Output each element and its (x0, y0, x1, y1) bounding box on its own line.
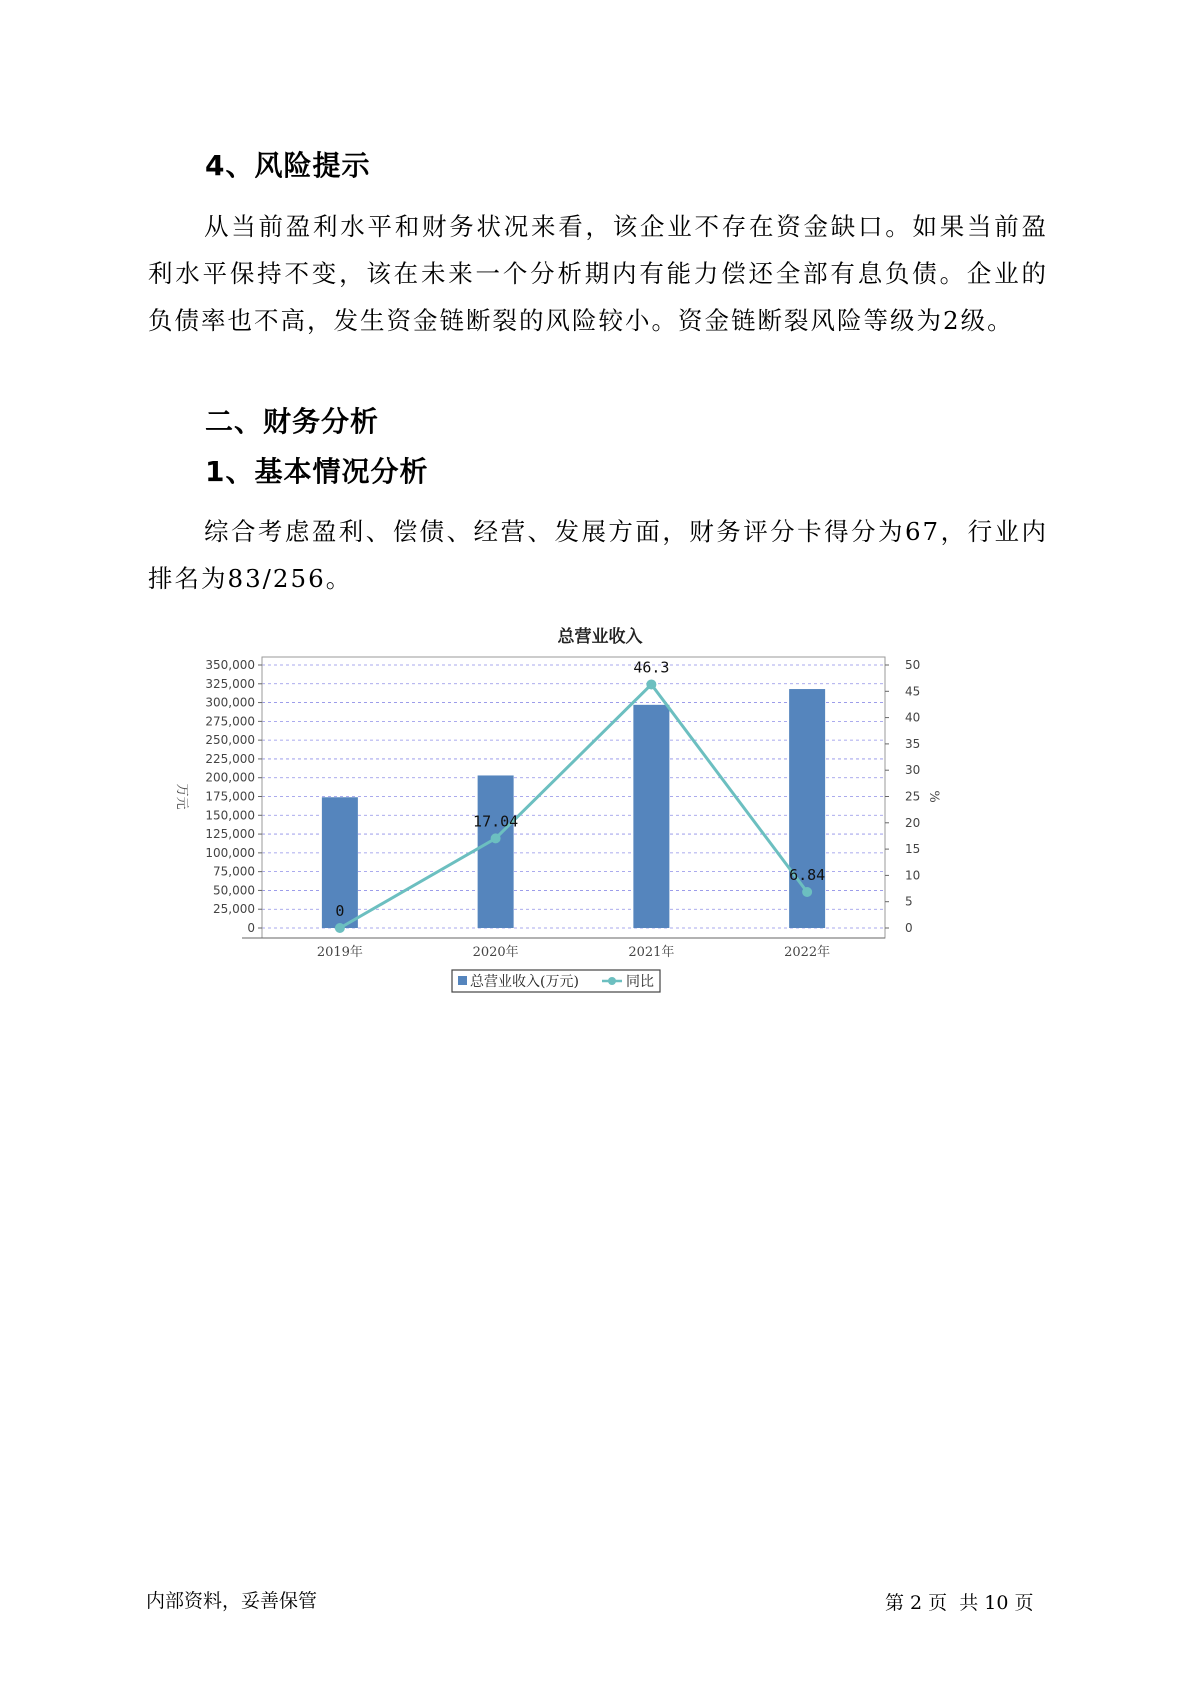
right-tick-label: 5 (905, 894, 913, 909)
legend-line-label: 同比 (626, 974, 654, 990)
right-tick-label: 30 (905, 763, 921, 778)
yoy-data-label: 0 (335, 902, 345, 920)
x-tick-label: 2021年 (628, 945, 675, 960)
left-tick-label: 50,000 (213, 883, 255, 898)
left-tick-label: 300,000 (205, 695, 255, 710)
revenue-chart (160, 615, 1060, 1075)
right-tick-label: 25 (905, 789, 921, 804)
yoy-point (491, 833, 501, 843)
revenue-bar (478, 775, 514, 928)
legend-line-marker (608, 977, 616, 985)
risk-paragraph: 从当前盈利水平和财务状况来看，该企业不存在资金缺口。如果当前盈利水平保持不变，该在未来一个分析期内有能力偿还全部有息负债。企业的负债率也不高，发生资金链断裂的风险较小。资金链断裂风险等级为2级。 (148, 212, 1048, 335)
risk-heading: 4、风险提示 (205, 149, 371, 182)
chart-yoy-line (335, 658, 825, 933)
chart-bars (322, 689, 825, 928)
left-tick-label: 150,000 (205, 808, 255, 823)
chart-legend (452, 970, 660, 992)
yoy-point (335, 923, 345, 933)
left-tick-label: 225,000 (205, 751, 255, 766)
left-tick-label: 175,000 (205, 789, 255, 804)
left-tick-label: 125,000 (205, 827, 255, 842)
yoy-point (802, 887, 812, 897)
left-tick-label: 0 (247, 921, 255, 935)
chart-title: 总营业收入 (557, 627, 643, 647)
left-tick-label: 75,000 (213, 864, 255, 879)
right-tick-label: 15 (905, 842, 921, 857)
left-axis-unit: 万元 (174, 783, 189, 810)
x-tick-label: 2019年 (316, 945, 363, 960)
yoy-data-label: 17.04 (473, 812, 519, 831)
left-tick-label: 200,000 (205, 770, 255, 785)
revenue-bar (633, 705, 669, 928)
right-tick-label: 50 (905, 658, 921, 672)
legend-bar-label: 总营业收入(万元) (470, 974, 579, 990)
right-tick-label: 20 (905, 815, 921, 830)
footer-page-number: 第 2 页 共 10 页 (885, 1592, 1034, 1614)
basic-paragraph: 综合考虑盈利、偿债、经营、发展方面，财务评分卡得分为67，行业内排名为83/256。 (148, 517, 1048, 593)
right-axis-unit: % (926, 790, 941, 803)
yoy-data-label: 46.3 (633, 658, 670, 677)
footer-confidential: 内部资料，妥善保管 (146, 1590, 318, 1612)
legend-bar-swatch (458, 976, 467, 985)
left-tick-label: 25,000 (213, 902, 255, 917)
x-tick-label: 2022年 (784, 945, 831, 960)
finance-analysis-heading: 二、财务分析 (205, 405, 380, 438)
right-tick-label: 35 (905, 736, 921, 751)
right-tick-label: 0 (905, 921, 913, 935)
basic-analysis-heading: 1、基本情况分析 (205, 455, 429, 488)
left-tick-label: 250,000 (205, 733, 255, 748)
left-tick-label: 100,000 (205, 845, 255, 860)
left-tick-label: 350,000 (205, 658, 255, 672)
right-tick-label: 45 (905, 684, 921, 699)
yoy-data-label: 6.84 (789, 866, 826, 885)
left-tick-label: 325,000 (205, 676, 255, 691)
right-tick-label: 10 (905, 868, 921, 883)
left-tick-label: 275,000 (205, 714, 255, 729)
right-tick-label: 40 (905, 710, 921, 725)
yoy-point (646, 679, 656, 689)
x-tick-label: 2020年 (472, 945, 519, 960)
